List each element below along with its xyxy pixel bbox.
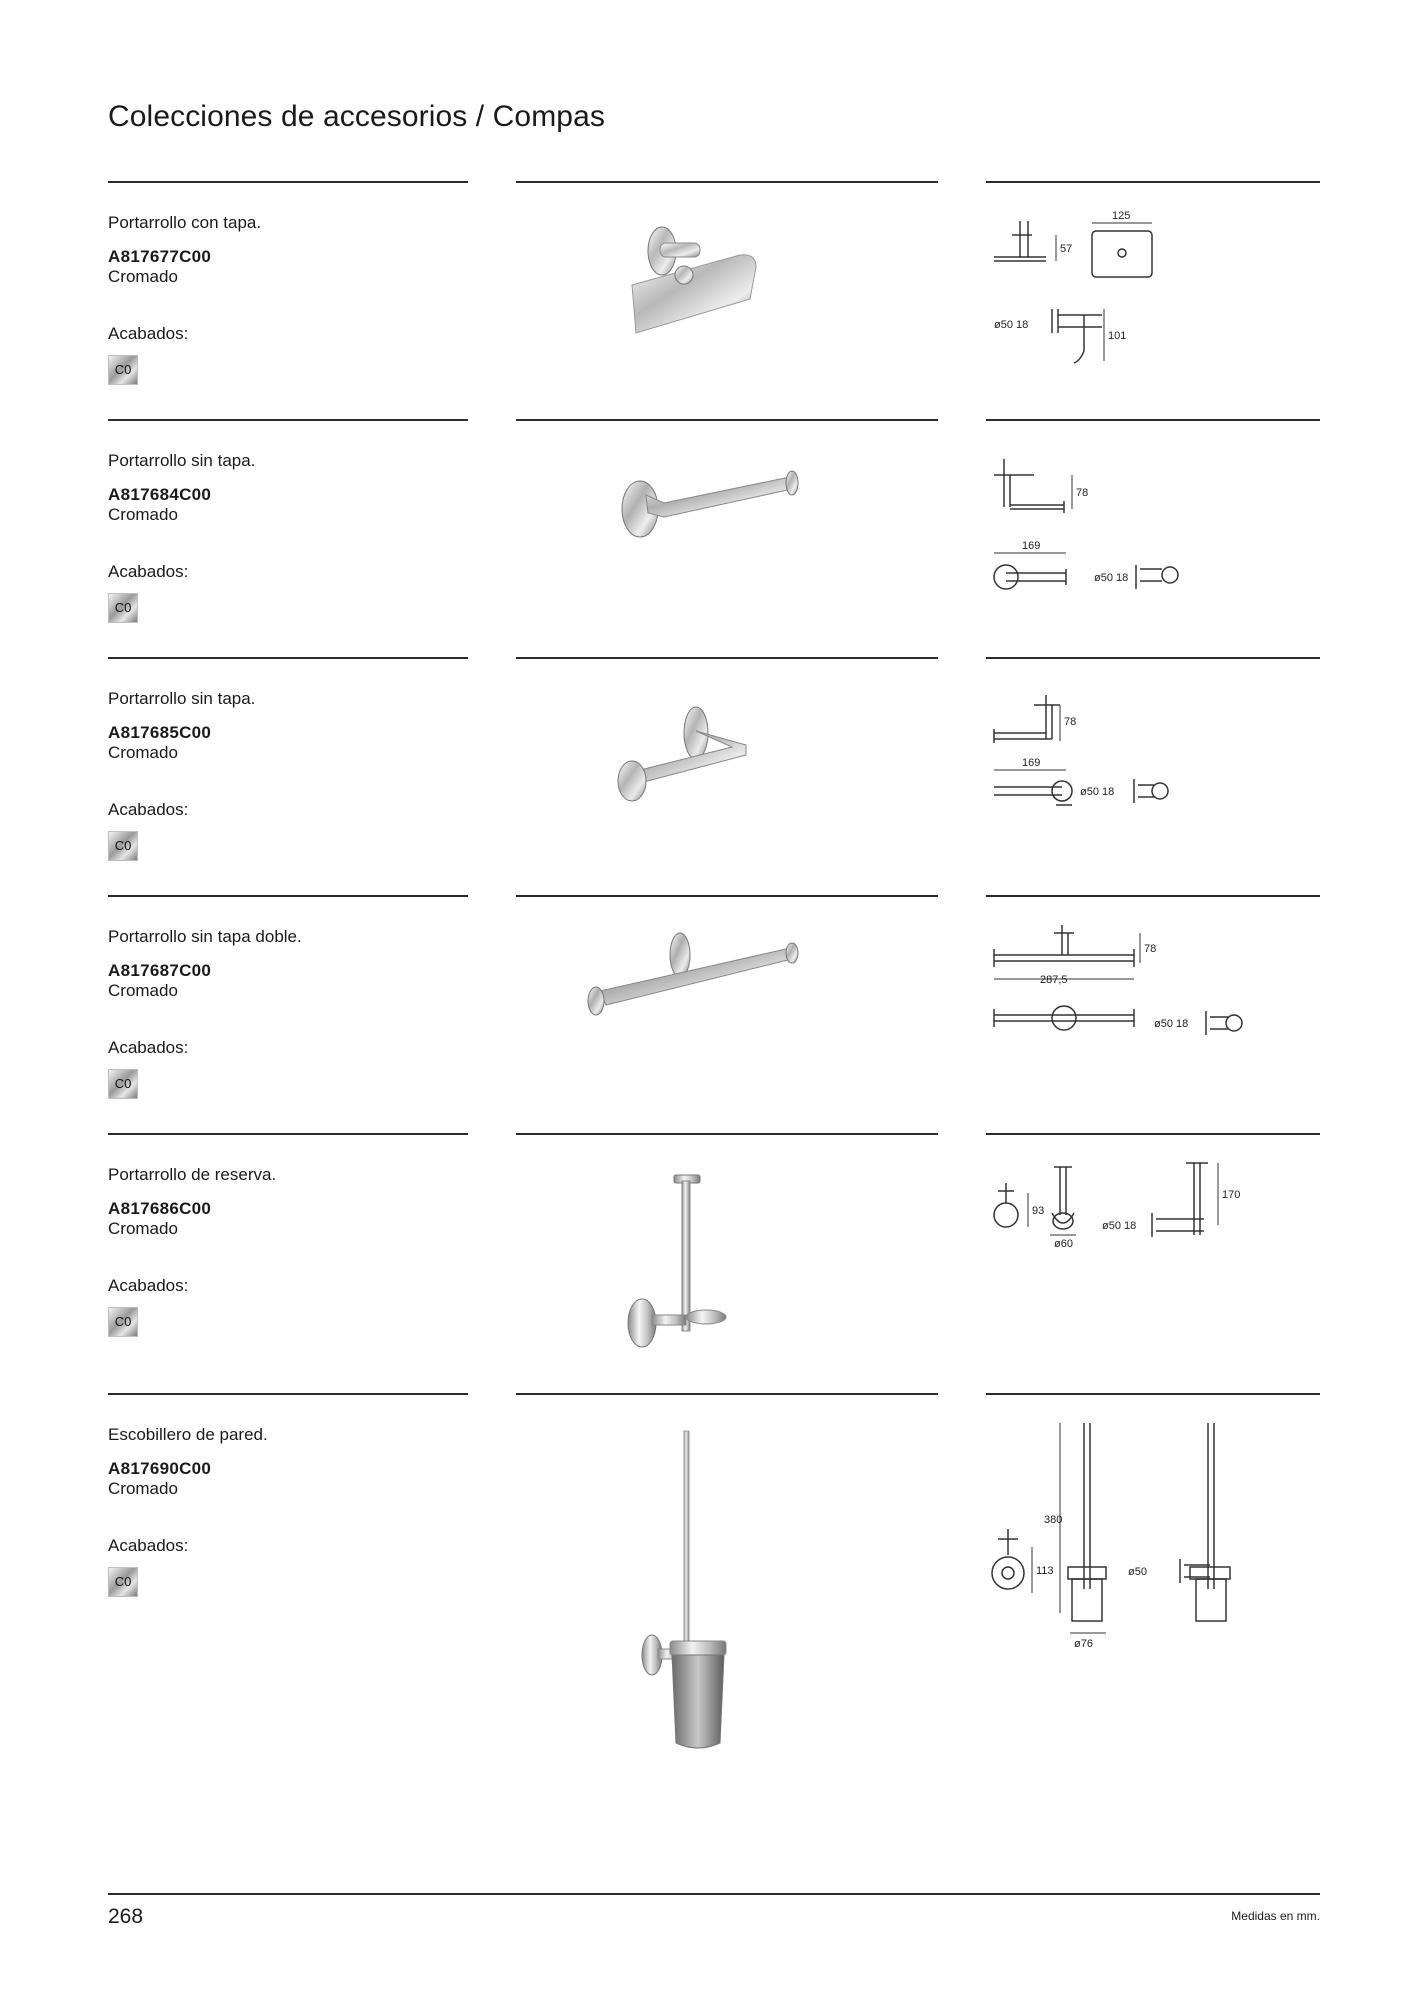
technical-drawing bbox=[984, 1153, 1324, 1353]
product-photo-spare-roll-holder bbox=[560, 1147, 890, 1367]
dimension-label: 125 bbox=[1112, 210, 1131, 222]
dimension-label: 169 bbox=[1022, 757, 1041, 769]
dimension-label: 170 bbox=[1222, 1189, 1241, 1201]
dimension-label: 113 bbox=[1036, 1565, 1054, 1577]
dimension-label: 93 bbox=[1032, 1205, 1045, 1217]
dimension-label: ø50 bbox=[1080, 786, 1099, 798]
divider bbox=[108, 1393, 468, 1395]
finishes-label: Acabados: bbox=[108, 1536, 189, 1555]
divider bbox=[516, 419, 938, 421]
product-description: Portarrollo de reserva. bbox=[108, 1165, 277, 1184]
units-note: Medidas en mm. bbox=[1231, 1909, 1320, 1923]
dimension-label: ø50 bbox=[1094, 572, 1113, 584]
divider bbox=[986, 895, 1320, 897]
dimension-label: 18 bbox=[1124, 1220, 1137, 1232]
finishes-label: Acabados: bbox=[108, 1038, 189, 1057]
dimension-label: ø50 bbox=[1102, 1220, 1121, 1232]
product-finish: Cromado bbox=[108, 267, 178, 286]
product-code: A817686C00 bbox=[108, 1199, 212, 1218]
product-finish: Cromado bbox=[108, 1219, 178, 1238]
product-finish: Cromado bbox=[108, 1479, 178, 1498]
product-finish: Cromado bbox=[108, 505, 178, 524]
footer-divider bbox=[108, 1893, 1320, 1895]
product-code: A817687C00 bbox=[108, 961, 212, 980]
finish-swatch: C0 bbox=[108, 355, 138, 385]
product-photo-toilet-brush-holder bbox=[560, 1423, 890, 1783]
product-code: A817690C00 bbox=[108, 1459, 212, 1478]
divider bbox=[986, 1133, 1320, 1135]
product-photo-roll-holder-with-cover bbox=[560, 195, 890, 395]
divider bbox=[516, 181, 938, 183]
dimension-label: 78 bbox=[1076, 487, 1089, 499]
product-description: Portarrollo sin tapa. bbox=[108, 451, 256, 470]
finish-swatch: C0 bbox=[108, 1307, 138, 1337]
divider bbox=[108, 181, 468, 183]
divider bbox=[986, 181, 1320, 183]
product-photo-double-roll-holder bbox=[560, 909, 890, 1109]
dimension-label: 18 bbox=[1176, 1018, 1189, 1030]
dimension-label: 380 bbox=[1044, 1514, 1063, 1526]
technical-drawing bbox=[984, 439, 1324, 639]
dimension-label: 18 bbox=[1016, 319, 1029, 331]
dimension-label: ø76 bbox=[1074, 1638, 1093, 1650]
dimension-label: 78 bbox=[1144, 943, 1157, 955]
divider bbox=[108, 419, 468, 421]
finish-swatch: C0 bbox=[108, 593, 138, 623]
product-photo-roll-holder bbox=[560, 433, 890, 633]
finish-swatch: C0 bbox=[108, 1069, 138, 1099]
page-title: Colecciones de accesorios / Compas bbox=[108, 100, 605, 133]
divider bbox=[516, 1133, 938, 1135]
divider bbox=[108, 1133, 468, 1135]
page-number: 268 bbox=[108, 1905, 144, 1928]
product-description: Portarrollo sin tapa. bbox=[108, 689, 256, 708]
product-description: Portarrollo sin tapa doble. bbox=[108, 927, 302, 946]
dimension-label: ø50 bbox=[994, 319, 1013, 331]
finish-swatch: C0 bbox=[108, 1567, 138, 1597]
product-code: A817685C00 bbox=[108, 723, 212, 742]
dimension-label: 18 bbox=[1116, 572, 1129, 584]
dimension-label: ø50 bbox=[1128, 1566, 1147, 1578]
finishes-label: Acabados: bbox=[108, 324, 189, 343]
product-code: A817677C00 bbox=[108, 247, 212, 266]
divider bbox=[986, 419, 1320, 421]
dimension-label: ø50 bbox=[1154, 1018, 1173, 1030]
dimension-label: 78 bbox=[1064, 716, 1077, 728]
dimension-label: 101 bbox=[1108, 330, 1127, 342]
dimension-label: 18 bbox=[1102, 786, 1115, 798]
product-finish: Cromado bbox=[108, 981, 178, 1000]
finishes-label: Acabados: bbox=[108, 562, 189, 581]
dimension-label: 287,5 bbox=[1040, 974, 1068, 986]
divider bbox=[516, 1393, 938, 1395]
divider bbox=[108, 895, 468, 897]
product-photo-roll-holder bbox=[560, 671, 890, 871]
finish-swatch: C0 bbox=[108, 831, 138, 861]
finishes-label: Acabados: bbox=[108, 800, 189, 819]
technical-drawing bbox=[984, 915, 1324, 1115]
divider bbox=[516, 657, 938, 659]
technical-drawing bbox=[984, 677, 1324, 877]
finishes-label: Acabados: bbox=[108, 1276, 189, 1295]
divider bbox=[986, 657, 1320, 659]
dimension-label: 169 bbox=[1022, 540, 1041, 552]
divider bbox=[108, 657, 468, 659]
divider bbox=[516, 895, 938, 897]
dimension-label: ø60 bbox=[1054, 1238, 1073, 1250]
product-code: A817684C00 bbox=[108, 485, 212, 504]
technical-drawing bbox=[984, 201, 1324, 401]
product-description: Escobillero de pared. bbox=[108, 1425, 268, 1444]
product-finish: Cromado bbox=[108, 743, 178, 762]
technical-drawing bbox=[984, 1413, 1324, 1673]
product-description: Portarrollo con tapa. bbox=[108, 213, 262, 232]
divider bbox=[986, 1393, 1320, 1395]
dimension-label: 57 bbox=[1060, 243, 1073, 255]
